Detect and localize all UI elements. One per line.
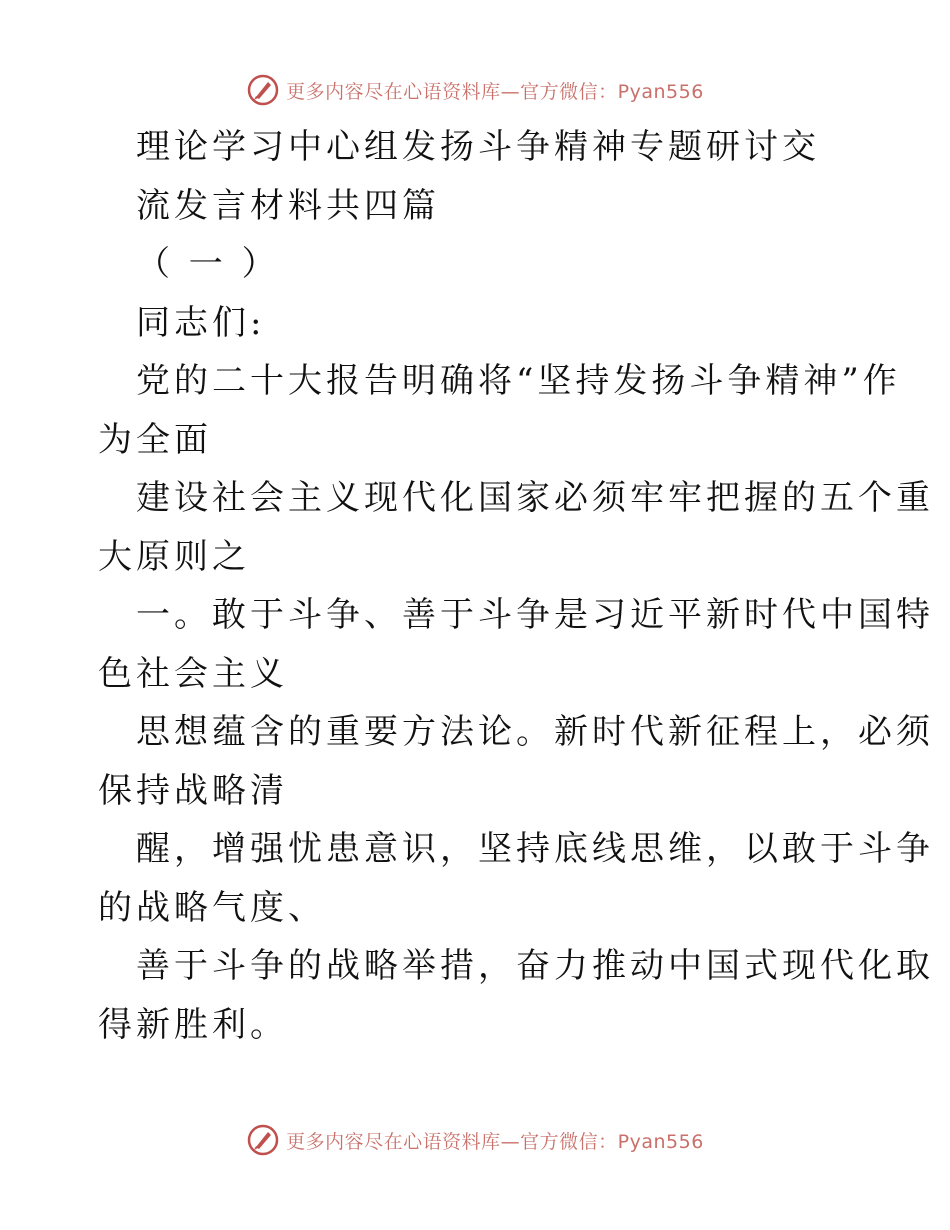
document-title-line-2: 流发言材料共四篇: [136, 185, 440, 226]
text-line: 色社会主义: [98, 653, 288, 694]
text-line: 党的二十大报告明确将“坚持发扬斗争精神”作: [136, 361, 901, 401]
pen-seal-icon: [246, 1123, 280, 1157]
section-number: （ 一 ）: [136, 244, 280, 284]
watermark-text: 更多内容尽在心语资料库—官方微信：Pyan556: [286, 1130, 704, 1153]
text-line: 善于斗争的战略举措，奋力推动中国式现代化取: [136, 946, 934, 986]
pen-seal-icon: [246, 73, 280, 107]
salutation: 同志们:: [136, 302, 266, 343]
footer-watermark: [0, 1120, 950, 1160]
document-title-line-1: 理论学习中心组发扬斗争精神专题研讨交: [136, 127, 820, 167]
document-body: [98, 118, 934, 1054]
text-line: 大原则之: [98, 536, 250, 577]
header-watermark: [0, 70, 950, 110]
paragraph-lines: [98, 352, 934, 1054]
text-line: 建设社会主义现代化国家必须牢牢把握的五个重: [136, 478, 934, 518]
text-line: 一。敢于斗争、善于斗争是习近平新时代中国特: [136, 595, 934, 635]
text-line: 为全面: [98, 419, 212, 460]
text-line: 得新胜利。: [98, 1004, 288, 1045]
watermark-text: 更多内容尽在心语资料库—官方微信：Pyan556: [286, 80, 704, 103]
text-line: 醒，增强忧患意识，坚持底线思维，以敢于斗争: [136, 829, 934, 869]
text-line: 思想蕴含的重要方法论。新时代新征程上，必须: [136, 712, 934, 752]
text-line: 保持战略清: [98, 770, 288, 811]
text-line: 的战略气度、: [98, 887, 326, 928]
